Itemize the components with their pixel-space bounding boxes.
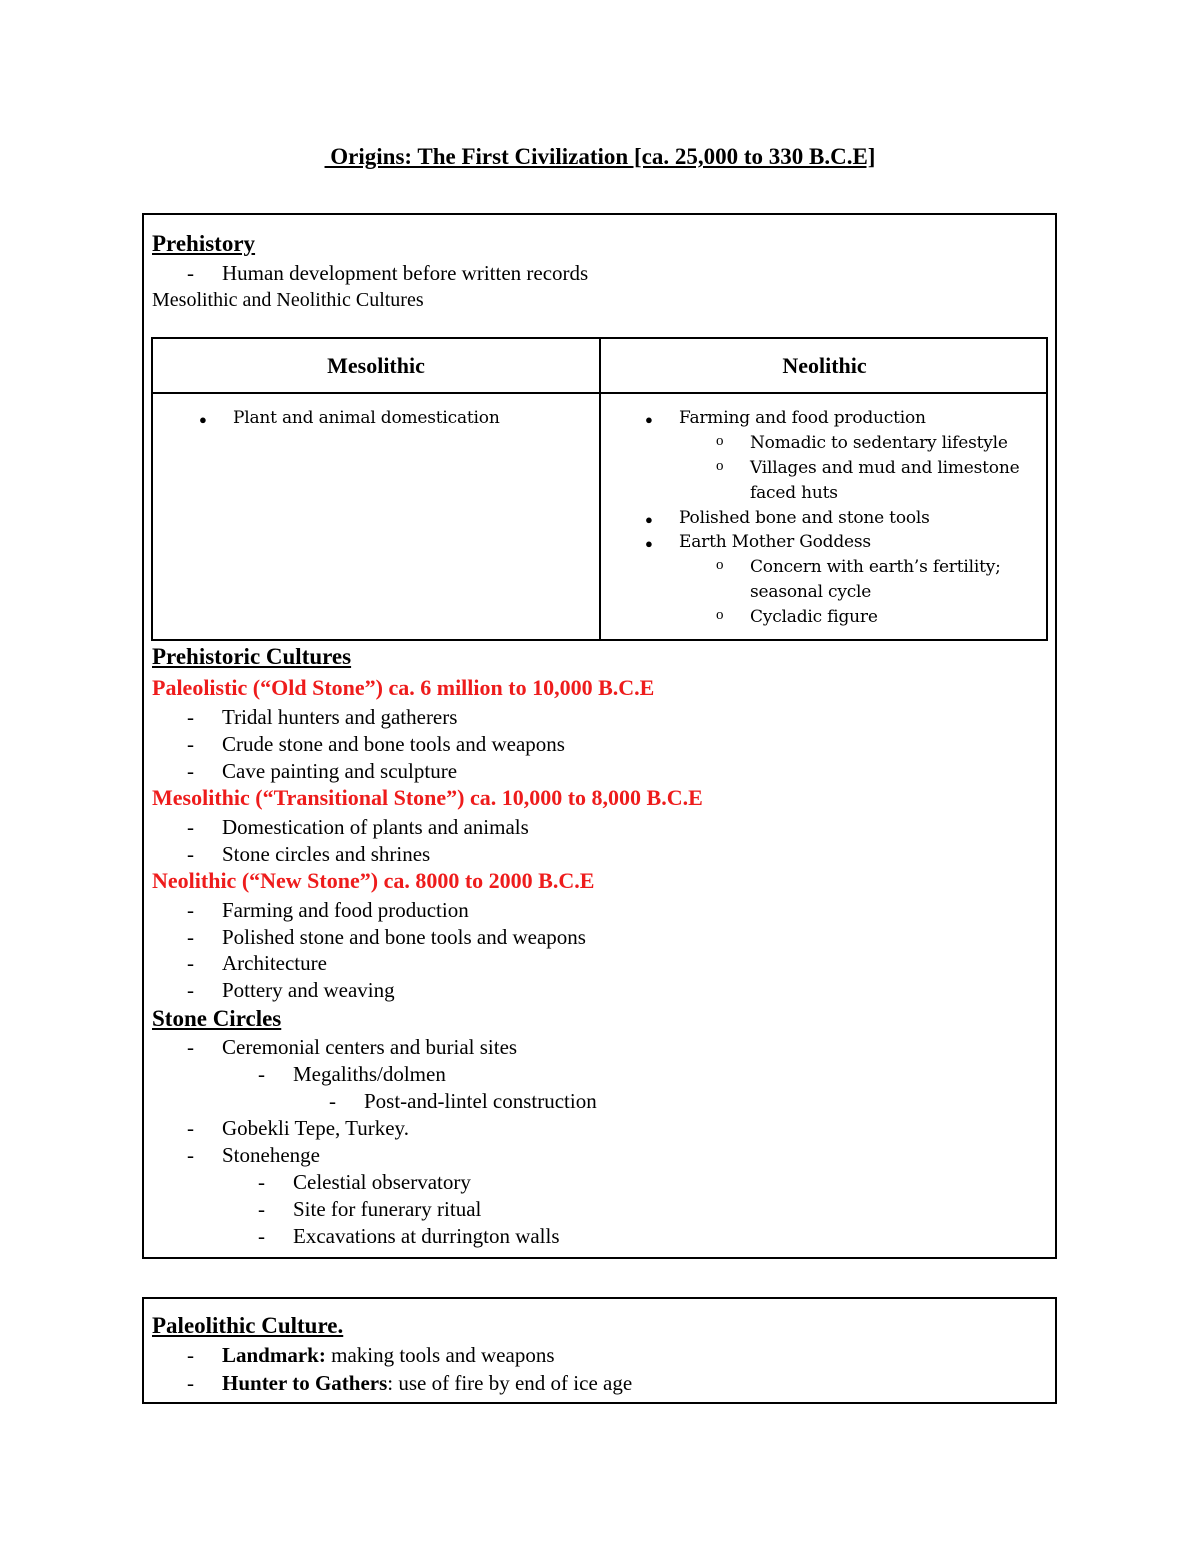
- stone-circles-heading: Stone Circles: [152, 1006, 282, 1031]
- table-cell-item: Cycladic figure: [750, 607, 878, 627]
- circle-bullet-icon: o: [716, 458, 724, 474]
- bullet-icon: ●: [645, 512, 653, 527]
- dash-marker: -: [187, 261, 194, 285]
- bullet-icon: ●: [645, 412, 653, 427]
- prehistoric-cultures-heading: Prehistoric Cultures: [152, 644, 352, 669]
- table-cell-item: Earth Mother Goddess: [679, 532, 871, 552]
- table-cell-item: Concern with earth’s fertility;: [750, 557, 1001, 577]
- mesolithic-heading: Mesolithic (“Transitional Stone”) ca. 10,000 to 8,000 B.C.E: [152, 785, 703, 810]
- bullet-icon: ●: [645, 536, 653, 551]
- table-cell-item: faced huts: [750, 483, 838, 503]
- culture-comparison-table: [151, 337, 1048, 641]
- table-cell-item: Farming and food production: [679, 408, 926, 428]
- document-title: Origins: The First Civilization [ca. 25,000 to 330 B.C.E]: [324, 144, 876, 169]
- bullet-icon: ●: [199, 412, 207, 427]
- table-cell-item: Nomadic to sedentary lifestyle: [750, 433, 1008, 453]
- main-notes-box: Prehistory - Human development before written records Mesolithic and Neolithic Cultures Mesolithic Neolithic ● Plant and animal domestication ● Farming and food production o Nomadic to sedentary lifestyle o Villages and mud and limestone faced huts ● Polished bone and stone tools ● Earth Mother Goddess o Concern with earth’s fertility; seasonal cycle o Cycladic figure Prehistoric Cultures Paleolistic (“Old Stone”) ca. 6 million to 10,000 B.C.E - Tridal hunters and gatherers - Crude stone and bone tools and weapons - Cave painting and sculpture Mesolithic (“Transitional Stone”) ca. 10,000 to 8,000 B.C.E - Domestication of plants and animals - Stone circles and shrines Neolithic (“New Stone”) ca. 8000 to 2000 B.C.E - Farming and food production - Polished stone and bone tools and weapons - Architecture - Pottery and weaving Stone Circles - Ceremonial centers and burial sites - Megaliths/dolmen - Post-and-lintel construction - Gobekli Tepe, Turkey. - Stonehenge - Celestial observatory - Site for funerary ritual - Excavations at durrington walls: [142, 213, 1057, 1259]
- neolithic-heading: Neolithic (“New Stone”) ca. 8000 to 2000 B.C.E: [152, 868, 595, 893]
- circle-bullet-icon: o: [716, 607, 724, 623]
- paleolithic-heading: Paleolistic (“Old Stone”) ca. 6 million to 10,000 B.C.E: [152, 675, 655, 700]
- circle-bullet-icon: o: [716, 433, 724, 449]
- paleolithic-culture-box: Paleolithic Culture. - Landmark: making tools and weapons - Hunter to Gathers: use of fire by end of ice age: [142, 1297, 1057, 1404]
- circle-bullet-icon: o: [716, 557, 724, 573]
- table-cell-item: seasonal cycle: [750, 582, 872, 602]
- table-header-neolithic: Neolithic: [782, 353, 867, 378]
- prehistory-heading: Prehistory: [152, 231, 256, 256]
- paleolithic-culture-heading: Paleolithic Culture.: [152, 1313, 344, 1338]
- table-cell-item: Villages and mud and limestone: [750, 458, 1020, 478]
- table-header-mesolithic: Mesolithic: [327, 353, 425, 378]
- prehistory-subtitle: Mesolithic and Neolithic Cultures: [152, 289, 424, 311]
- table-divider: [599, 339, 601, 639]
- table-divider: [153, 392, 1046, 394]
- table-cell-item: Polished bone and stone tools: [679, 508, 930, 528]
- table-cell-item: Plant and animal domestication: [233, 408, 500, 428]
